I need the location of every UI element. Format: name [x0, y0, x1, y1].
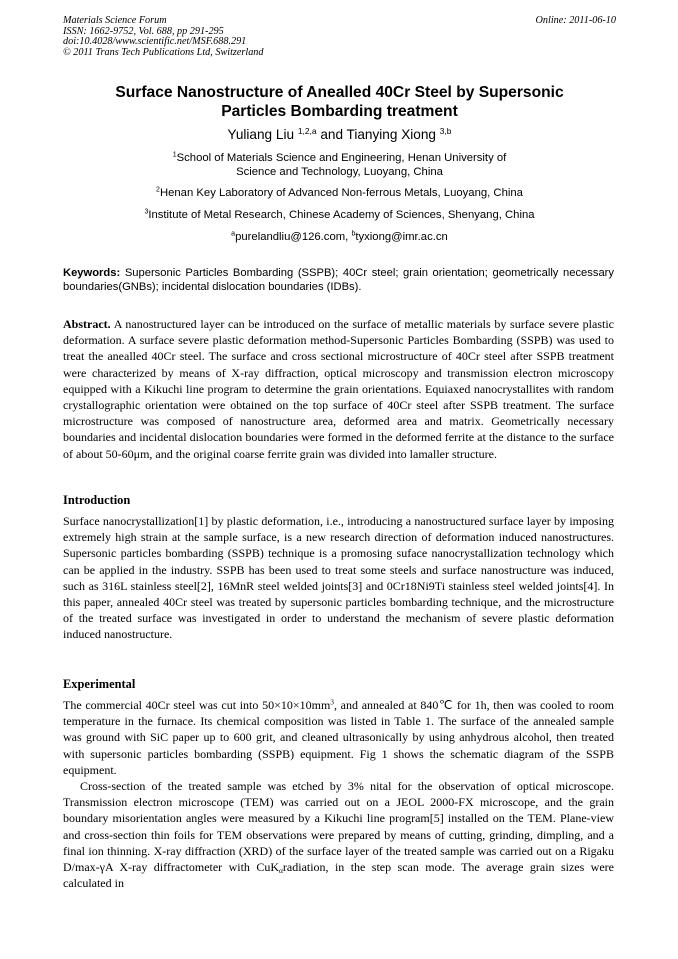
email-address: purelandliu@126.com,: [235, 231, 349, 243]
affiliation-2: [63, 186, 616, 200]
experimental-paragraph-2: [63, 778, 614, 891]
affiliation-3: [63, 208, 616, 222]
affiliation-mark: 2: [156, 186, 160, 194]
abstract-label: Abstract.: [63, 317, 111, 331]
author-conjunction: and: [320, 127, 344, 142]
email-address: tyxiong@imr.ac.cn: [355, 231, 448, 243]
doi-line: doi:10.4028/www.scientific.net/MSF.688.291: [63, 36, 247, 48]
affiliation-text: Henan Key Laboratory of Advanced Non-ferrous Metals, Luoyang, China: [159, 187, 523, 199]
affiliation-1: [63, 151, 616, 179]
journal-name: Materials Science Forum: [63, 15, 167, 26]
email-line: [63, 230, 616, 244]
paper-title: [63, 84, 616, 121]
online-date: Online: 2011-06-10: [535, 15, 616, 26]
copyright-line: © 2011 Trans Tech Publications Ltd, Switzerland: [63, 46, 264, 58]
subscript: α: [279, 865, 283, 875]
superscript: 3: [330, 697, 334, 707]
abstract-text: A nanostructured layer can be introduced on the surface of metallic materials by surface severe plastic deformation. A surface severe plastic deformation method-Supersonic Particles Bombarding (SSPB) was used to treat the anealled 40Cr steel. The surface and cross sectional microstructure of 40Cr steel after SSPB treatment were characterized by means of X-ray diffraction, optical microscopy and transmission electron microscopy equipped with a Kikuchi line program to determine the grain orientations. Equiaxed nanocrystallites with random crystallographic orientation were obtained on the top surface of 40Cr steel after SSPB treatment. The surface microstructure was composed of nanostructure area, deformed area and matrix. Geometrically necessary boundaries and incidental dislocation boundaries were formed in the deformed ferrite at the distance to the surface of about 50-60μm, and the original coarse ferrite grain was divided into lamaller structure.: [63, 317, 615, 461]
affiliation-mark: 1: [172, 151, 177, 159]
section-heading-introduction: Introduction: [63, 493, 131, 507]
title-line-2: Particles Bombarding treatment: [221, 102, 458, 120]
email-mark: a: [231, 230, 236, 238]
affiliation-mark: 3: [144, 208, 149, 216]
paragraph-text: The commercial 40Cr steel was cut into 50×10×10mm: [63, 698, 331, 712]
affiliation-text: Science and Technology, Luoyang, China: [236, 166, 443, 179]
section-heading-experimental: Experimental: [63, 677, 136, 691]
email-mark: b: [351, 230, 356, 238]
paragraph-text: Cross-section of the treated sample was etched by 3% nital for the observation of optical microscope. Transmission electron microscope (TEM) was carried out on a JEOL 2000-FX microscope, and the grain boundary misorientation angles were measured by a Kikuchi line program[5] installed on the TEM. Plane-view and cross-section thin foils for TEM observations were prepared by means of cutting, grinding, dimpling, and a final ion thinning. X-ray diffraction (XRD) of the surface layer of the treated sample was carried out on a Rigaku D/max-γA X-ray diffractometer with CuK: [63, 779, 614, 875]
introduction-paragraph: Surface nanocrystallization[1] by plastic deformation, i.e., introducing a nanostructured surface layer by imposing extremely high strain at the sample surface, is a new research direction of deformation induced nanostructures. Supersonic particles bombarding (SSPB) technique is a promosing suface nanocrystallization technology which can be applied in the industry. SSPB has been used to treat some steels and surface nanostructure was induced, such as 316L stainless steel[2], 16MnR steel welded joints[3] and 0Cr18Ni9Ti stainless steel welded joints[4]. In this paper, annealed 40Cr steel was treated by supersonic particles bombarding technique, and the microstructure of the treated surface was investigated in order to understand the mechanism of severe plastic deformation induced nanostructure.: [63, 514, 614, 642]
issn-line: ISSN: 1662-9752, Vol. 688, pp 291-295: [63, 25, 224, 37]
keywords-label: Keywords:: [63, 267, 121, 279]
affiliation-text: Institute of Metal Research, Chinese Academy of Sciences, Shenyang, China: [148, 209, 535, 221]
keywords-text: Supersonic Particles Bombarding (SSPB); 40Cr steel; grain orientation; geometrically necessary boundaries(GNBs); incidental dislocation boundaries (IDBs).: [63, 267, 614, 294]
author-affiliation-mark: 1,2,a: [297, 125, 317, 136]
paragraph-text: radiation, in the step scan mode. The average grain sizes were calculated in: [63, 860, 614, 891]
experimental-paragraph-1: [63, 697, 614, 778]
affiliation-text: School of Materials Science and Engineering, Henan University of: [176, 152, 507, 164]
author-name: Yuliang Liu: [227, 127, 295, 142]
paragraph-text: , and annealed at 840℃ for 1h, then was cooled to room temperature in the furnace. Its chemical composition was listed in Table 1. The surface of the annealed sample was ground with SiC paper up to 600 grit, and cleaned ultrasonically by using anhydrous alcohol, then treated with supersonic particles bombarding (SSPB) equipment. Fig 1 shows the schematic diagram of the SSPB equipment.: [63, 698, 614, 777]
journal-header: [63, 16, 616, 58]
title-line-1: Surface Nanostructure of Anealled 40Cr Steel by Supersonic: [115, 84, 564, 101]
experimental-paragraphs: [63, 697, 614, 891]
author-name: Tianying Xiong: [346, 127, 436, 142]
keywords-block: [63, 266, 614, 294]
author-list: [63, 126, 616, 143]
author-affiliation-mark: 3,b: [439, 125, 452, 136]
abstract-block: [63, 316, 614, 462]
